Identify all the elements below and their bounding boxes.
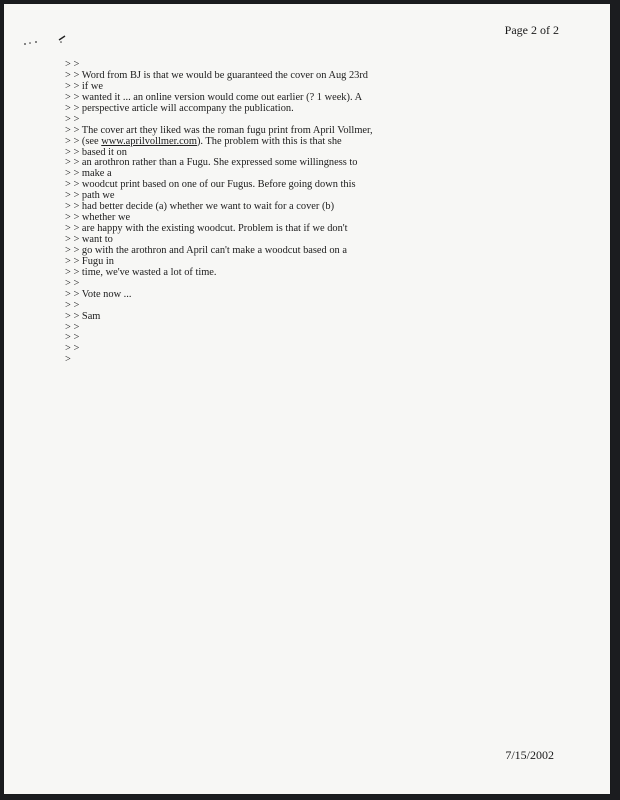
- email-line: > > are happy with the existing woodcut. Problem is that if we don't: [65, 223, 348, 235]
- email-line: > >: [65, 277, 80, 289]
- email-line: > > Vote now ...: [65, 288, 132, 300]
- quoted-email-body: [65, 60, 585, 366]
- email-line: >: [65, 354, 71, 366]
- email-line: > > (see www.aprilvollmer.com). The problem with this is that she: [65, 135, 342, 147]
- email-line: > > woodcut print based on one of our Fugus. Before going down this: [65, 179, 356, 191]
- footer-date: 7/15/2002: [505, 748, 554, 762]
- email-line: > > make a: [65, 168, 112, 180]
- email-line: > > Word from BJ is that we would be guaranteed the cover on Aug 23rd: [65, 69, 369, 81]
- ink-stroke: [59, 36, 65, 40]
- email-line: > > perspective article will accompany the publication.: [65, 102, 294, 114]
- email-line: > > had better decide (a) whether we want to wait for a cover (b): [65, 201, 335, 213]
- ink-dot: [29, 42, 31, 44]
- email-line: > > Fugu in: [65, 255, 114, 267]
- email-line: > > if we: [65, 80, 103, 92]
- email-line: > > go with the arothron and April can't make a woodcut based on a: [65, 244, 347, 256]
- email-line: > >: [65, 59, 80, 70]
- email-line: > > want to: [65, 234, 113, 245]
- document-sheet: [4, 4, 610, 794]
- page-number: Page 2 of 2: [504, 23, 559, 37]
- email-line: > > The cover art they liked was the roman fugu print from April Vollmer,: [65, 124, 373, 136]
- website-link-text: www.aprilvollmer.com: [101, 135, 197, 147]
- email-line: > > time, we've wasted a lot of time.: [65, 266, 217, 278]
- email-line: > > whether we: [65, 212, 131, 224]
- email-line: > > wanted it ... an online version would come out earlier (? 1 week). A: [65, 91, 363, 103]
- ink-dot: [35, 41, 37, 43]
- stray-pen-marks: [21, 34, 81, 50]
- ink-dot: [60, 41, 62, 43]
- email-line: > > path we: [65, 190, 115, 202]
- email-line: > > an arothron rather than a Fugu. She expressed some willingness to: [65, 157, 358, 169]
- email-line: > >: [65, 113, 80, 125]
- email-line: > >: [65, 332, 80, 344]
- email-line: > >: [65, 299, 80, 311]
- ink-dot: [24, 43, 26, 45]
- email-line: > >: [65, 321, 80, 333]
- email-line: > > based it on: [65, 146, 127, 158]
- email-line: > >: [65, 343, 80, 355]
- email-line: > > Sam: [65, 310, 101, 322]
